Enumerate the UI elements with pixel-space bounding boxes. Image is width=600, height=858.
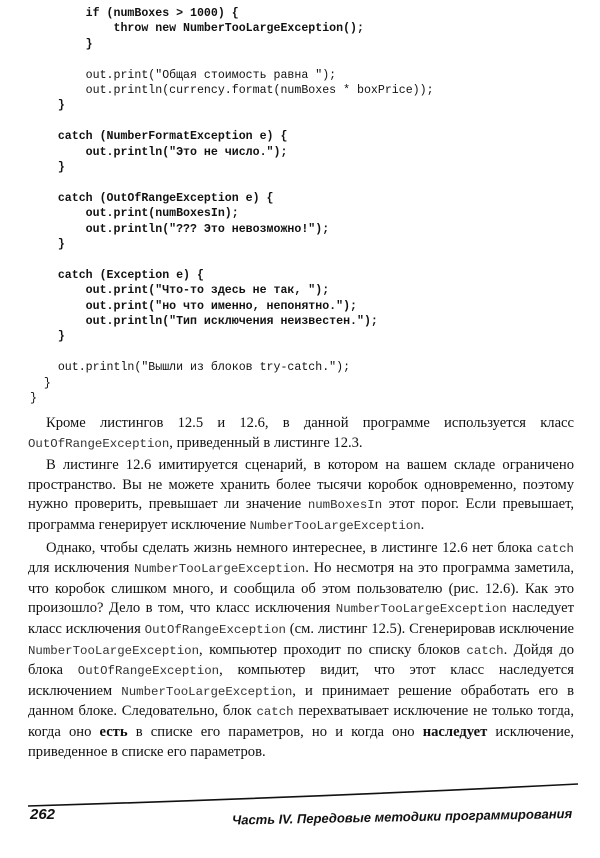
text-run: этот порог. Если превышает, программа генерирует исключение [28,496,574,533]
code-line: catch (OutOfRangeException e) { [30,191,274,205]
code-line: out.print("но что именно, непонятно."); [30,299,357,313]
text-run: , компьютер видит, что этот класс наследуется исключением [28,662,574,699]
emphasis: наследует [422,723,488,740]
inline-code: catch [466,643,504,658]
inline-code: OutOfRangeException [77,664,220,679]
text-run: наследует класс исключения [28,600,574,637]
body-text [28,414,574,762]
text-run: в списке его параметров, но и когда оно [127,723,423,740]
code-line: catch (Exception e) { [30,268,204,282]
inline-code: NumberTooLargeException [134,562,306,577]
inline-code: NumberTooLargeException [121,684,293,699]
emphasis: есть [99,723,128,740]
code-line: } [30,330,65,344]
text-run: Кроме листингов 12.5 и 12.6, в данной программе используется класс [46,415,574,431]
text-run: Однако, чтобы сделать жизнь немного интереснее, в листинге 12.6 нет блока [46,539,537,556]
code-line: } [30,99,65,113]
inline-code: numBoxesIn [307,498,383,513]
running-head: Часть IV. Передовые методики программирования [231,806,573,828]
paragraph [28,414,574,454]
inline-code: NumberTooLargeException [28,643,200,658]
code-line: out.print("Общая стоимость равна "); [30,68,337,82]
code-line: out.println(currency.format(numBoxes * boxPrice)); [30,84,434,97]
code-line: throw new NumberTooLargeException(); [30,22,364,36]
text-run: , приведенный в листинге 12.3. [169,434,363,451]
code-line: } [30,392,37,405]
code-line: } [30,376,51,390]
code-line: catch (NumberFormatException e) { [30,130,288,144]
text-run: . [420,516,425,533]
text-run: для исключения [28,560,135,577]
text-run: . Но несмотря на это программа заметила, что коробок слишком много, и сообщила об этом пользователю (рис. 12.6). Как это произошло? Дело в том, что класс исключения [28,560,574,617]
paragraph [28,539,574,763]
text-run: , и принимает решение обработать его в данном блоке. Следовательно, блок [28,682,574,720]
code-line: } [30,161,65,174]
code-line: if (numBoxes > 1000) { [30,7,239,20]
code-line: out.print(numBoxesIn); [30,207,239,221]
text-run: . Дойдя до блока [28,641,574,679]
code-line: out.println("??? Это невозможно!"); [30,222,330,236]
page-number: 262 [30,806,56,823]
paragraph [28,456,574,536]
text-run: (см. листинг 12.5). Сгенерировав исключение [285,620,575,637]
code-line: } [30,238,65,251]
text-run: перехватывает исключение не только тогда, когда оно [28,703,574,740]
inline-code: NumberTooLargeException [249,518,421,533]
code-line: } [30,37,93,51]
inline-code: OutOfRangeException [28,436,170,451]
code-line: out.println("Тип исключения неизвестен."); [30,315,378,328]
text-run: исключение, приведенное в списке его параметров. [28,723,574,760]
text-run: В листинге 12.6 имитируется сценарий, в котором на вашем складе ограничено пространство. Вы не можете хранить более тысячи коробок одновременно, поэтому нужно проверить, превышает ли значение [28,457,574,513]
inline-code: catch [536,541,574,556]
inline-code: catch [256,705,294,720]
code-line: out.println("Это не число."); [30,145,288,159]
code-line: out.println("Вышли из блоков try-catch."); [30,361,351,375]
code-line: out.print("Что-то здесь не так, "); [30,284,330,298]
inline-code: OutOfRangeException [144,622,286,637]
text-run: , компьютер проходит по списку блоков [199,641,467,658]
inline-code: NumberTooLargeException [335,602,507,617]
